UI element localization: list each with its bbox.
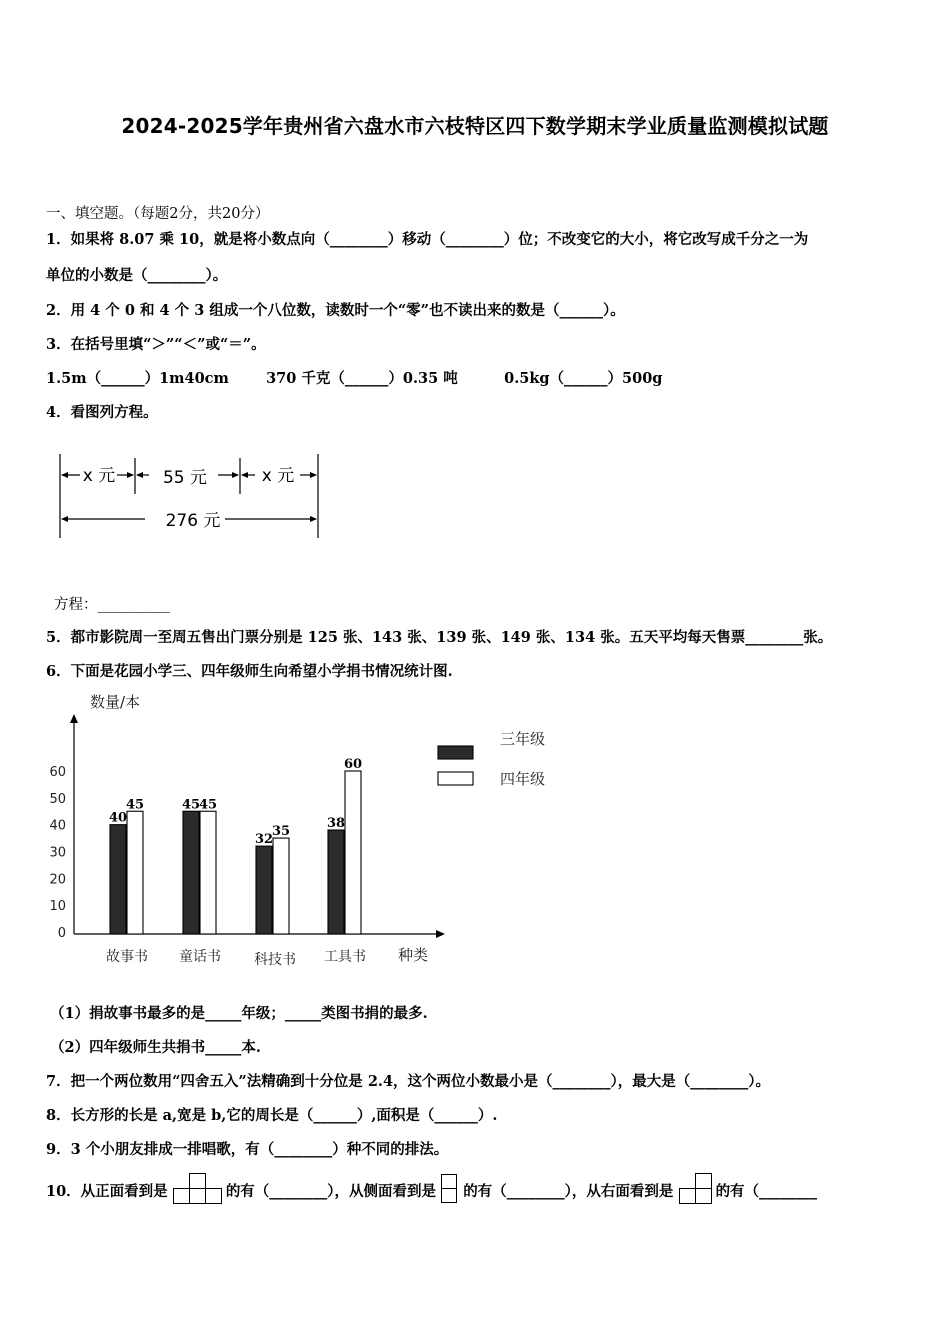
segment-label-55: 55 元 bbox=[162, 468, 208, 488]
legend-label: 四年级 bbox=[500, 770, 546, 788]
legend-label: 三年级 bbox=[500, 730, 546, 748]
category-label: 科技书 bbox=[254, 952, 296, 968]
y-axis-arrow bbox=[70, 714, 78, 723]
question-6-sub-2: （2）四年级师生共捐书_____本. bbox=[50, 1039, 261, 1056]
y-tick-label: 50 bbox=[49, 791, 66, 807]
question-3-item-b: 370 千克（______）0.35 吨 bbox=[266, 370, 458, 387]
question-10-part-4: 的有（________ bbox=[715, 1183, 818, 1200]
data-label: 45 bbox=[125, 797, 145, 813]
question-4: 4．看图列方程。 bbox=[46, 404, 158, 421]
question-6: 6．下面是花园小学三、四年级师生向希望小学捐书情况统计图. bbox=[46, 663, 453, 680]
y-tick-label: 20 bbox=[49, 872, 66, 888]
segment-label-x-left: x 元 bbox=[82, 466, 116, 486]
data-label: 32 bbox=[254, 832, 274, 848]
y-tick-label: 0 bbox=[57, 926, 66, 941]
bar-grade4 bbox=[200, 811, 216, 934]
right-view-squares-icon bbox=[679, 1181, 711, 1203]
data-label: 38 bbox=[326, 816, 346, 832]
question-3-item-c: 0.5kg（______）500g bbox=[504, 370, 663, 387]
question-10-part-1: 10．从正面看到是 bbox=[46, 1183, 168, 1200]
y-tick-label: 40 bbox=[49, 818, 66, 834]
question-10-part-2: 的有（________），从侧面看到是 bbox=[225, 1183, 437, 1200]
bar-grade4 bbox=[273, 838, 289, 934]
data-label: 40 bbox=[108, 810, 128, 826]
segment-diagram bbox=[55, 448, 330, 543]
segment-label-x-right: x 元 bbox=[261, 466, 295, 486]
side-view-two-squares-icon bbox=[441, 1181, 458, 1203]
bar-grade4 bbox=[127, 811, 143, 934]
bar-grade4 bbox=[345, 771, 361, 934]
bar-grade3 bbox=[328, 830, 344, 934]
question-3: 3．在括号里填“＞”“＜”或“＝”。 bbox=[46, 336, 266, 353]
y-tick-label: 10 bbox=[49, 899, 66, 915]
data-label: 60 bbox=[343, 757, 363, 772]
segment-label-total: 276 元 bbox=[165, 511, 221, 531]
question-3-item-a: 1.5m（______）1m40cm bbox=[46, 370, 229, 387]
question-3-items bbox=[46, 367, 662, 388]
question-7: 7．把一个两位数用“四舍五入”法精确到十分位是 2.4，这个两位小数最小是（________），最大是（________）。 bbox=[46, 1073, 771, 1090]
legend-swatch bbox=[438, 746, 473, 759]
category-label: 工具书 bbox=[324, 949, 366, 965]
question-5: 5．都市影院周一至周五售出门票分别是 125 张、143 张、139 张、149 张、134 张。五天平均每天售票________张。 bbox=[46, 629, 833, 646]
y-axis-label: 数量/本 bbox=[90, 693, 141, 711]
question-10 bbox=[46, 1180, 817, 1203]
x-axis-label: 种类 bbox=[398, 946, 429, 964]
bar-grade3 bbox=[256, 846, 272, 934]
question-8: 8．长方形的长是 a,宽是 b,它的周长是（______）,面积是（______）. bbox=[46, 1107, 498, 1124]
x-axis-arrow bbox=[436, 930, 445, 938]
data-label: 45 bbox=[181, 797, 201, 813]
question-6-sub-1: （1）捐故事书最多的是_____年级；_____类图书捐的最多. bbox=[50, 1005, 428, 1022]
equation-line: 方程：__________ bbox=[54, 597, 170, 613]
bar-chart bbox=[40, 686, 580, 976]
front-view-three-squares-icon bbox=[173, 1181, 221, 1203]
page-title: 2024-2025学年贵州省六盘水市六枝特区四下数学期末学业质量监测模拟试题 bbox=[121, 114, 829, 138]
question-2: 2．用 4 个 0 和 4 个 3 组成一个八位数，读数时一个“零”也不读出来的数是（______）。 bbox=[46, 302, 625, 319]
question-1-line-2: 单位的小数是（________）。 bbox=[46, 267, 228, 284]
y-tick-label: 60 bbox=[49, 765, 66, 780]
question-10-part-3: 的有（________），从右面看到是 bbox=[463, 1183, 674, 1200]
data-label: 35 bbox=[271, 824, 291, 840]
data-label: 45 bbox=[198, 797, 218, 813]
y-tick-label: 30 bbox=[49, 845, 66, 861]
question-9: 9．3 个小朋友排成一排唱歌，有（________）种不同的排法。 bbox=[46, 1141, 449, 1158]
section-heading: 一、填空题。（每题2分，共20分） bbox=[46, 206, 270, 222]
category-label: 童话书 bbox=[179, 949, 221, 965]
category-label: 故事书 bbox=[106, 949, 148, 965]
bar-grade3 bbox=[110, 825, 126, 934]
question-1-line-1: 1．如果将 8.07 乘 10，就是将小数点向（________）移动（________）位；不改变它的大小，将它改写成千分之一为 bbox=[46, 231, 809, 248]
legend-swatch bbox=[438, 772, 473, 785]
bar-grade3 bbox=[183, 811, 199, 934]
